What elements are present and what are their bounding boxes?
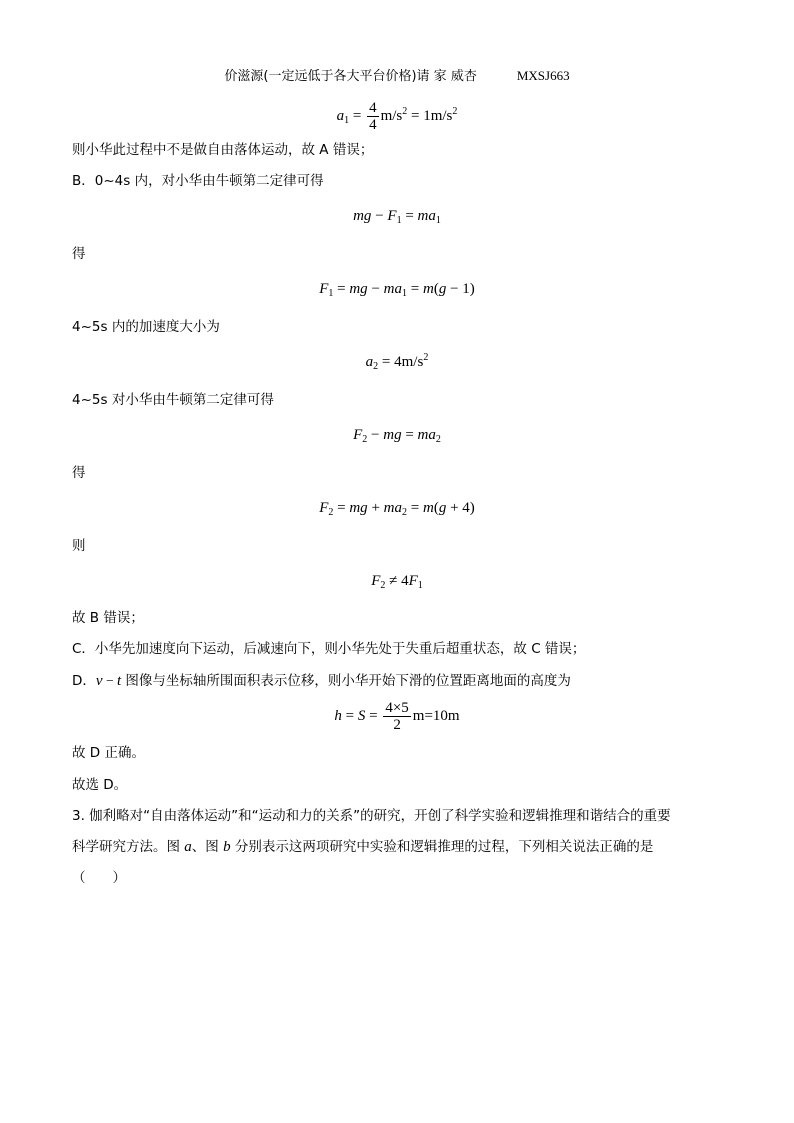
equation-a1: $a_1$ = $\frac{4}{4}$ $m/s^2 = 1m/s^2$ (336, 100, 458, 134)
paragraph-6: 得 (72, 465, 86, 481)
paragraph-10: D．v − t 图像与坐标轴所围面积表示位移，则小华开始下滑的位置距离地面的高度为 (72, 673, 571, 689)
paragraph-3: 得 (72, 246, 86, 262)
question-3-line-2: 科学研究方法。图 a、图 b 分别表示这两项研究中实验和逻辑推理的过程，下列相关说法正确的是 (72, 839, 654, 855)
equation-6: $F_2$ = mg + $ma_2 = m(g + 4)$ (319, 500, 475, 518)
equation-5: $F_2$ − mg = $ma_2$ (353, 427, 441, 445)
page-header (0, 67, 794, 86)
paragraph-4: 4~5s 内的加速度大小为 (72, 319, 220, 335)
header-text: 价滋源(一定远低于各大平台价格)请 家 威杏 (224, 69, 477, 84)
fraction: $\frac{4\times 5}{2}$ (385, 700, 409, 734)
paragraph-9: C．小华先加速度向下运动，后减速向下，则小华先处于失重后超重状态，故 C 错误； (72, 641, 586, 657)
paragraph-11: 故 D 正确。 (72, 745, 145, 761)
paragraph-5: 4~5s 对小华由牛顿第二定律可得 (72, 392, 274, 408)
equation-8: h = S = $\frac{4\times 5}{2}$ m=10m (334, 700, 460, 734)
paragraph-2: B．0~4s 内，对小华由牛顿第二定律可得 (72, 173, 324, 189)
paragraph-1: 则小华此过程中不是做自由落体运动，故 A 错误； (72, 142, 374, 158)
question-3-answer-blank: （ ） (72, 870, 126, 886)
fraction: $\frac{4}{4}$ (369, 100, 377, 134)
paragraph-12: 故选 D。 (72, 777, 128, 793)
equation-3: $F_1$ = mg − $ma_1 = m(g - 1)$ (319, 281, 475, 299)
question-3-line-1: 3. 伽利略对“自由落体运动”和“运动和力的关系”的研究，开创了科学实验和逻辑推理和谐结合的重要 (72, 808, 671, 824)
equation-4: $a_2 = 4m/s^2$ (365, 352, 429, 372)
paragraph-8: 故 B 错误； (72, 610, 144, 626)
equation-2: mg − $F_1 = ma_1$ (353, 208, 441, 226)
header-code: MXSJ663 (516, 68, 570, 83)
paragraph-7: 则 (72, 538, 86, 554)
equation-7: $F_2 \ne 4F_1$ (371, 573, 423, 591)
